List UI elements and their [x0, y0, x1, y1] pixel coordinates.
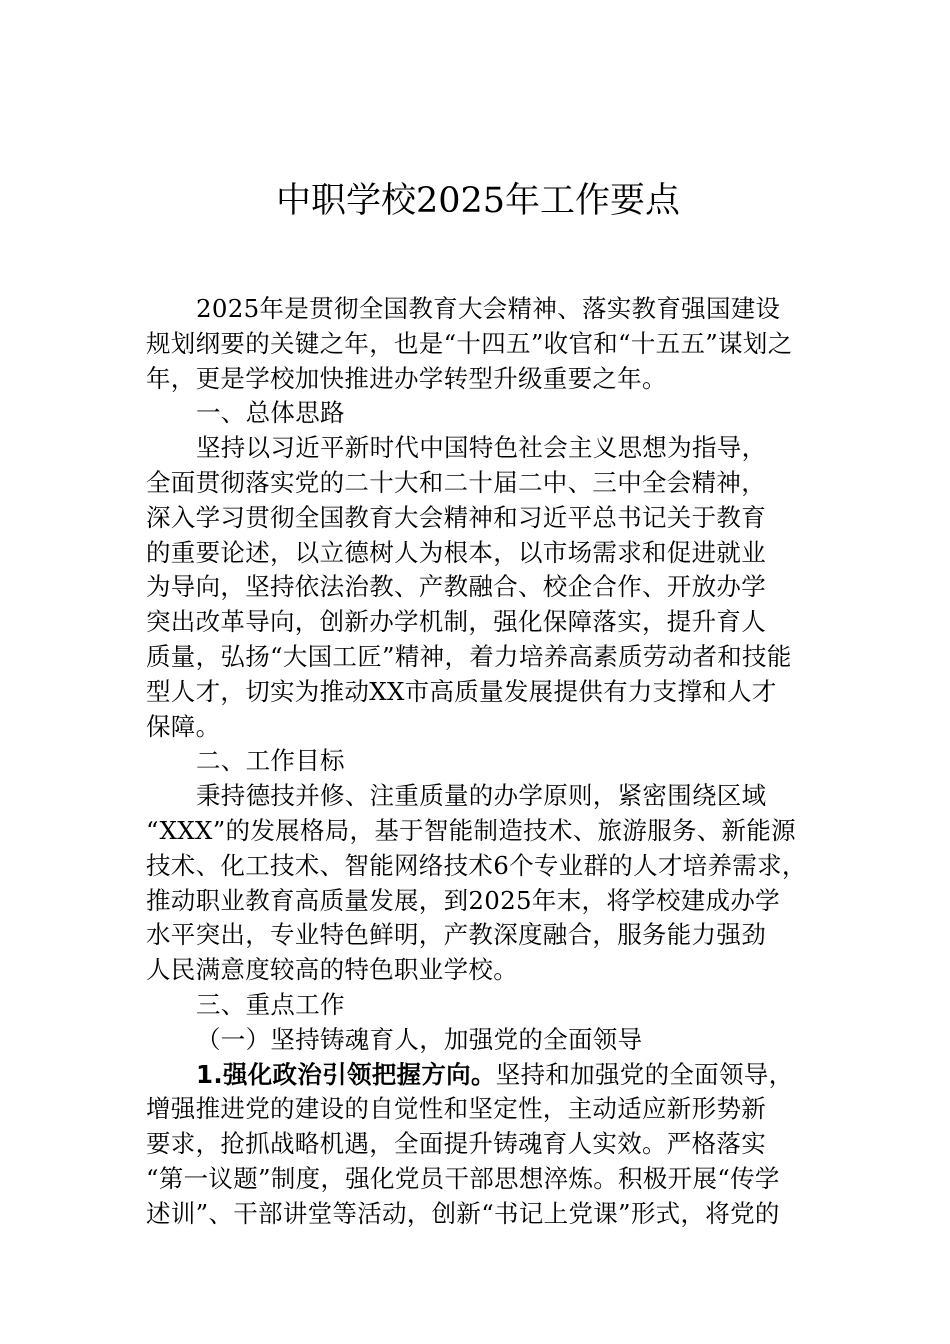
text-line: 推动职业教育高质量发展，到2025年末，将学校建成办学 [146, 885, 780, 915]
text-line: “第一议题”制度，强化党员干部思想淬炼。积极开展“传学 [146, 1163, 780, 1193]
text-line: 二、工作目标 [196, 746, 345, 776]
subsection-heading-1 [146, 1023, 810, 1058]
text-line: 深入学习贯彻全国教育大会精神和习近平总书记关于教育 [146, 502, 766, 532]
text-line: 保障。 [146, 711, 221, 741]
section-heading-overall-approach [146, 396, 810, 431]
text-line: 要求，抢抓战略机遇，全面提升铸魂育人实效。严格落实 [146, 1129, 766, 1159]
section-heading-work-goals [146, 744, 810, 779]
overall-approach-paragraph [146, 431, 810, 744]
text-line: 为导向，坚持依法治教、产教融合、校企合作、开放办学 [146, 572, 766, 602]
text-line: 水平突出，专业特色鲜明，产教深度融合，服务能力强劲 [146, 920, 766, 950]
text-line: 规划纲要的关键之年，也是“十四五”收官和“十五五”谋划之 [146, 328, 793, 358]
text-line: 技术、化工技术、智能网络技术6个专业群的人才培养需求， [146, 850, 807, 880]
text-line: （一）坚持铸魂育人，加强党的全面领导 [196, 1024, 643, 1054]
text-line: 述训”、干部讲堂等活动，创新“书记上党课”形式，将党的 [146, 1198, 780, 1228]
intro-paragraph [146, 292, 810, 396]
item-1-lead: 1.强化政治引领把握方向。 [196, 1059, 496, 1089]
text-line: 年，更是学校加快推进办学转型升级重要之年。 [146, 363, 667, 393]
text-line: 坚持以习近平新时代中国特色社会主义思想为指导， [196, 433, 767, 463]
text-line [146, 1058, 810, 1093]
text-line: “XXX”的发展格局，基于智能制造技术、旅游服务、新能源 [146, 815, 796, 845]
document-page [146, 176, 810, 1232]
text-line: 三、重点工作 [196, 989, 345, 1019]
text-line: 人民满意度较高的特色职业学校。 [146, 955, 518, 985]
document-title: 中职学校2025年工作要点 [275, 181, 681, 221]
text-line: 全面贯彻落实党的二十大和二十届二中、三中全会精神， [146, 467, 766, 497]
text-line: 2025年是贯彻全国教育大会精神、落实教育强国建设 [196, 294, 781, 323]
text-line: 秉持德技并修、注重质量的办学原则，紧密围绕区域 [196, 781, 767, 811]
text-line: 增强推进党的建设的自觉性和坚定性，主动适应新形势新 [146, 1094, 766, 1124]
text-line: 质量，弘扬“大国工匠”精神，着力培养高素质劳动者和技能 [146, 641, 792, 671]
text-line: 的重要论述，以立德树人为根本，以市场需求和促进就业 [146, 537, 766, 567]
text-line: 型人才，切实为推动XX市高质量发展提供有力支撑和人才 [146, 676, 777, 706]
work-goals-paragraph [146, 779, 810, 988]
text-line: 一、总体思路 [196, 398, 345, 428]
section-heading-key-work [146, 988, 810, 1023]
text-line: 突出改革导向，创新办学机制，强化保障落实，提升育人 [146, 607, 766, 637]
item-1-paragraph [146, 1058, 810, 1232]
item-1-first-line-rest: 坚持和加强党的全面领导， [495, 1059, 794, 1089]
